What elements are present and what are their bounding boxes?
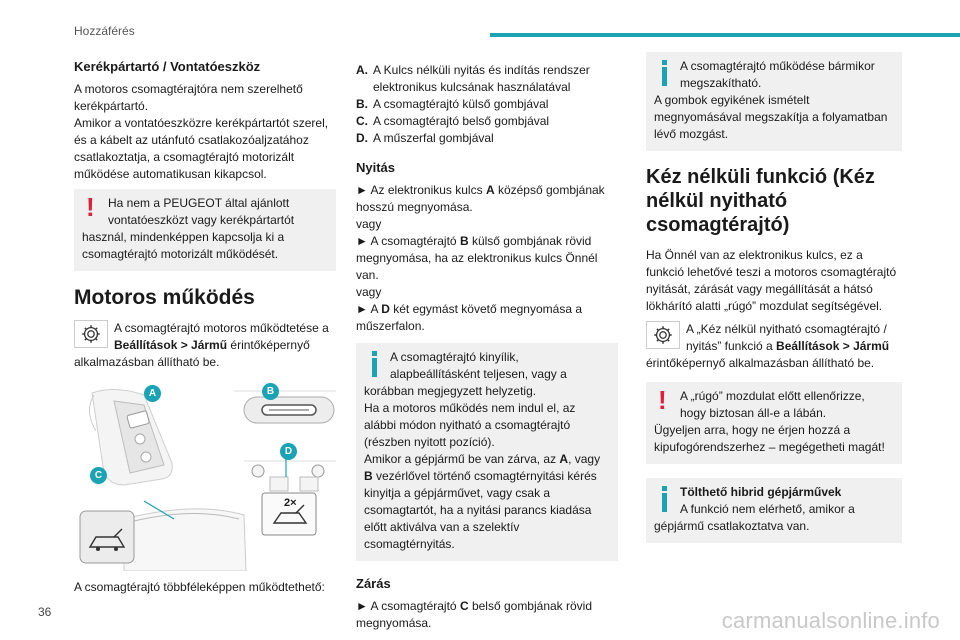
info-note-opening <box>356 343 618 561</box>
list-text: A műszerfal gombjával <box>373 131 494 145</box>
tailgate-controls-illustration <box>74 381 336 571</box>
column-right <box>646 52 902 557</box>
or-label: vagy <box>356 285 382 299</box>
hybrid-note-text: A funkció nem elérhető, amikor a gépjármű csatlakoztatva van. <box>654 502 855 533</box>
or-label: vagy <box>356 217 382 231</box>
motor-settings-path: Beállítások > Jármű <box>114 338 228 352</box>
list-text: A csomagtérajtó külső gombjával <box>373 97 549 111</box>
tailgate-illustration-svg <box>74 381 336 571</box>
callout-a: A <box>144 385 161 402</box>
bike-carrier-heading: Kerékpártartó / Vontatóeszköz <box>74 59 261 74</box>
info-note-line-2: Ha a motoros működés nem indul el, az alábbi módon nyitható a csomagtérajtó (részben nyitott pozíció). <box>364 401 576 449</box>
warning-note-text: Ha nem a PEUGEOT által ajánlott vontatóeszközt vagy kerékpártartót használ, mindenképpen kapcsolja ki a csomagtérajtó motorizált működését. <box>82 196 295 261</box>
hybrid-note-title: Tölthető hibrid gépjárművek <box>680 485 842 499</box>
page-header-title: Hozzáférés <box>74 24 135 38</box>
dashboard-illustration <box>244 453 336 535</box>
bike-carrier-paragraph-2: Amikor a vontatóeszközre kerékpártartót szerel, és a kábelt az utánfutó csatlakozóaljzatához csatlakoztatja, a csomagtérajtó motorizált működése automatikusan kikapcsol. <box>74 116 329 181</box>
watermark-text: carmanualsonline.info <box>721 608 940 633</box>
list-key: C. <box>356 114 368 128</box>
motor-settings-note <box>74 320 336 371</box>
opening-heading: Nyitás <box>356 160 396 175</box>
callout-c: C <box>90 467 107 484</box>
double-press-label: 2× <box>284 497 297 509</box>
column-left <box>74 58 336 602</box>
list-item <box>356 96 618 113</box>
gear-icon <box>74 320 108 348</box>
warning-kick-line-1: A „rúgó” mozdulat előtt ellenőrizze, hogy biztosan áll-e a lábán. <box>680 389 865 420</box>
control-list <box>356 62 618 147</box>
exterior-button-illustration <box>234 391 336 423</box>
interior-tailgate-illustration <box>80 501 246 571</box>
info-note-line-1: A csomagtérajtó kinyílik, alapbeállításként teljesen, vagy a korábban megjegyzett helyzetig. <box>364 350 567 398</box>
info-note-hybrid <box>646 478 902 543</box>
closing-step: ► A csomagtérajtó C belső gombjának rövid megnyomása. <box>356 599 593 630</box>
info-icon <box>654 58 676 90</box>
list-key: D. <box>356 131 368 145</box>
info-interrupt-line-2: A gombok egyikének ismételt megnyomásával megszakítja a folyamatban lévő mozgást. <box>654 93 888 141</box>
opening-step-3: ► A D két egymást követő megnyomása a műszerfalon. <box>356 302 582 333</box>
figure-caption: A csomagtérajtó többféleképpen működtethető: <box>74 580 325 594</box>
warning-note-kick <box>646 382 902 464</box>
gear-icon <box>646 321 680 349</box>
list-item <box>356 113 618 130</box>
opening-step-2: ► A csomagtérajtó B külső gombjának rövid megnyomása, ha az elektronikus kulcs Önnél van. <box>356 234 598 282</box>
warning-icon <box>654 388 676 420</box>
info-note-interrupt <box>646 52 902 151</box>
callout-b: B <box>262 383 279 400</box>
motor-settings-text-b: érintőképernyő alkalmazásban állítható be. <box>74 338 310 369</box>
bike-carrier-paragraph-1: A motoros csomagtérajtóra nem szerelhető kerékpártartó. <box>74 82 303 113</box>
callout-d: D <box>280 443 297 460</box>
list-text: A csomagtérajtó belső gombjával <box>373 114 550 128</box>
list-key: A. <box>356 63 368 77</box>
hands-free-paragraph: Ha Önnél van az elektronikus kulcs, ez a funkció lehetővé teszi a motoros csomagtérajtó nyitását, zárását vagy megállítását a hátsó lökhárító alatti „rúgó” mozdulat segítségével. <box>646 248 897 313</box>
motor-settings-text-a: A csomagtérajtó motoros működtetése a <box>114 321 329 335</box>
hands-free-settings-note: A „Kéz nélkül nyitható csomagtérajtó / nyitás” funkció a Beállítások > Jármű érintőképernyő alkalmazásban állítható be. <box>646 322 890 370</box>
list-key: B. <box>356 97 368 111</box>
info-note-line-3: Amikor a gépjármű be van zárva, az A, vagy B vezérlővel történő csomagtérnyitási kérés kinyitja a gépjárművet, vagy csak a csomagtartót, ha a nyitási parancs kiadása előtt aktiválva van a szelektív csomagtérnyitás. <box>364 452 601 551</box>
closing-heading: Zárás <box>356 576 391 591</box>
column-middle <box>356 62 618 638</box>
list-item <box>356 62 618 96</box>
motor-operation-heading: Motoros működés <box>74 286 255 309</box>
page-number: 36 <box>38 605 52 619</box>
opening-step-1: ► Az elektronikus kulcs A középső gombjának hosszú megnyomása. <box>356 183 605 214</box>
info-interrupt-line-1: A csomagtérajtó működése bármikor megszakítható. <box>680 59 875 90</box>
hands-free-heading: Kéz nélküli funkció (Kéz nélkül nyitható csomagtérajtó) <box>646 166 875 236</box>
warning-note <box>74 189 336 271</box>
info-icon <box>654 484 676 516</box>
warning-icon <box>82 195 104 227</box>
list-text: A Kulcs nélküli nyitás és indítás rendszer elektronikus kulcsának használatával <box>373 63 590 94</box>
header-accent-bar <box>490 33 960 37</box>
list-item <box>356 130 618 147</box>
info-icon <box>364 349 386 381</box>
warning-kick-line-2: Ügyeljen arra, hogy ne érjen hozzá a kipufogórendszerhez – megégetheti magát! <box>654 423 885 454</box>
